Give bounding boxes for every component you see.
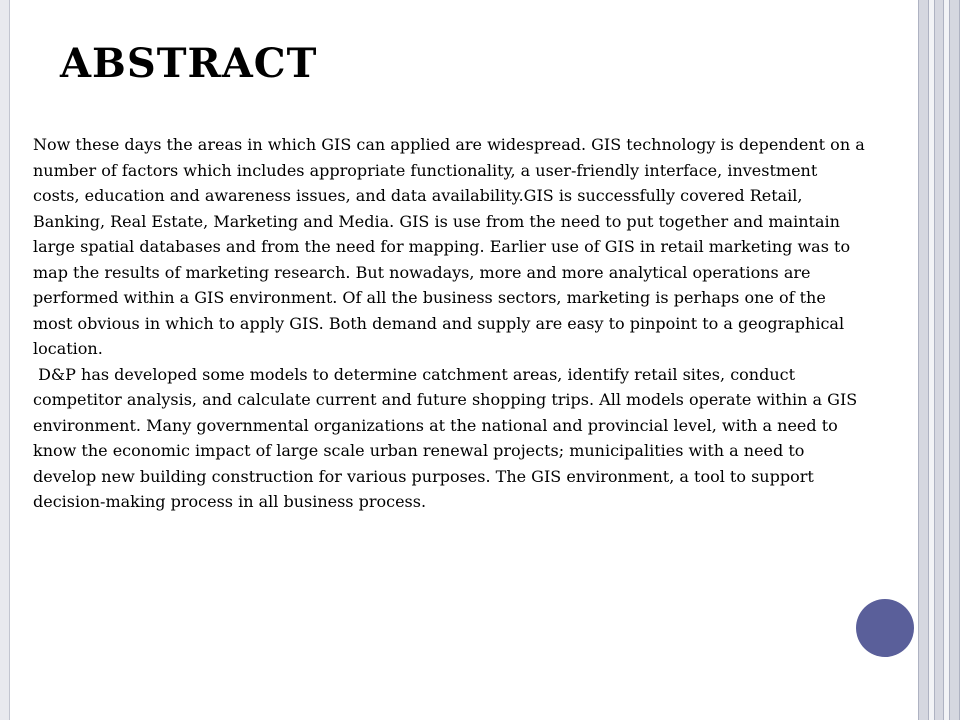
right-border-band-3 [949, 0, 960, 720]
abstract-paragraph-1: Now these days the areas in which GIS can applied are widespread. GIS technology is dependent on a number of factors which includes appropriate functionality, a user-friendly interface, investment costs, education and awareness issues, and data availability.GIS is successfully covered Retail, Banking, Real Estate, Marketing and Media. GIS is use from the need to put together and maintain large spatial databases and from the need for mapping. Earlier use of GIS in retail marketing was to map the results of marketing research. But nowadays, more and more analytical operations are performed within a GIS environment. Of all the business sectors, marketing is perhaps one of the most obvious in which to apply GIS. Both demand and supply are easy to pinpoint to a geographical location. [33, 135, 865, 358]
accent-circle-decoration [856, 599, 914, 657]
right-border-band-2 [934, 0, 944, 720]
slide-title: ABSTRACT [60, 40, 318, 87]
abstract-body [33, 132, 868, 515]
right-border-band-1 [918, 0, 929, 720]
abstract-paragraph-2: D&P has developed some models to determine catchment areas, identify retail sites, conduct competitor analysis, and calculate current and future shopping trips. All models operate within a GIS environment. Many governmental organizations at the national and provincial level, with a need to know the economic impact of large scale urban renewal projects; municipalities with a need to develop new building construction for various purposes. The GIS environment, a tool to support decision-making process in all business process. [33, 364, 858, 511]
left-border-decoration [0, 0, 10, 720]
